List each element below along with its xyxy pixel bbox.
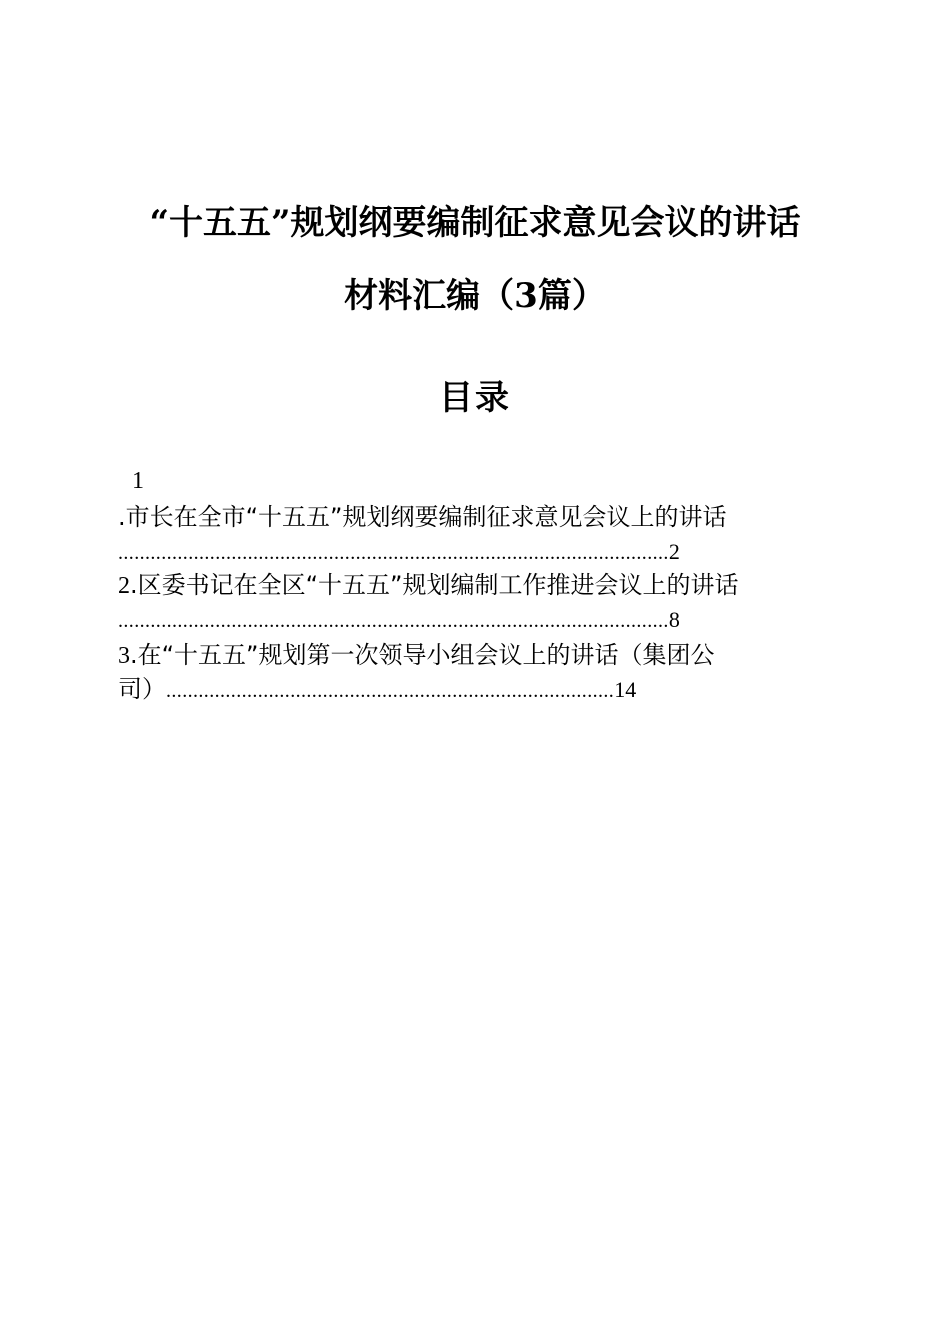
- document-title-line-1: “十五五”规划纲要编制征求意见会议的讲话: [149, 203, 801, 243]
- toc-entry-1-text[interactable]: .市长在全市“十五五”规划纲要编制征求意见会议上的讲话: [118, 503, 727, 531]
- toc-entry-2-number: 2: [118, 573, 130, 599]
- toc-entry-3-number: 3: [118, 643, 130, 669]
- toc-entry-2-leader: ......................................................................................................: [118, 610, 669, 632]
- toc-entry-3-continuation-row: [118, 674, 636, 705]
- toc-entry-1-leader-row: [118, 540, 680, 565]
- toc-entry-2-leader-row: [118, 608, 680, 633]
- toc-entry-3-continuation: 司）: [118, 675, 166, 703]
- toc-entry-3[interactable]: [118, 640, 715, 671]
- toc-entry-1-page[interactable]: 2: [668, 539, 681, 564]
- toc-heading: 目录: [439, 378, 511, 418]
- toc-entry-1-leader: ......................................................................................................: [118, 542, 669, 564]
- toc-entry-2[interactable]: [118, 570, 739, 601]
- toc-entry-2-page[interactable]: 8: [668, 607, 681, 632]
- toc-entry-3-text: .在“十五五”规划第一次领导小组会议上的讲话（集团公: [130, 641, 715, 669]
- document-title-line-2: 材料汇编（3篇）: [344, 276, 606, 316]
- toc-entry-3-leader: ...................................................................................: [166, 680, 615, 702]
- toc-entry-2-text: .区委书记在全区“十五五”规划编制工作推进会议上的讲话: [130, 571, 739, 599]
- toc-entry-1-number: 1: [132, 468, 144, 494]
- toc-entry-3-page[interactable]: 14: [614, 677, 637, 702]
